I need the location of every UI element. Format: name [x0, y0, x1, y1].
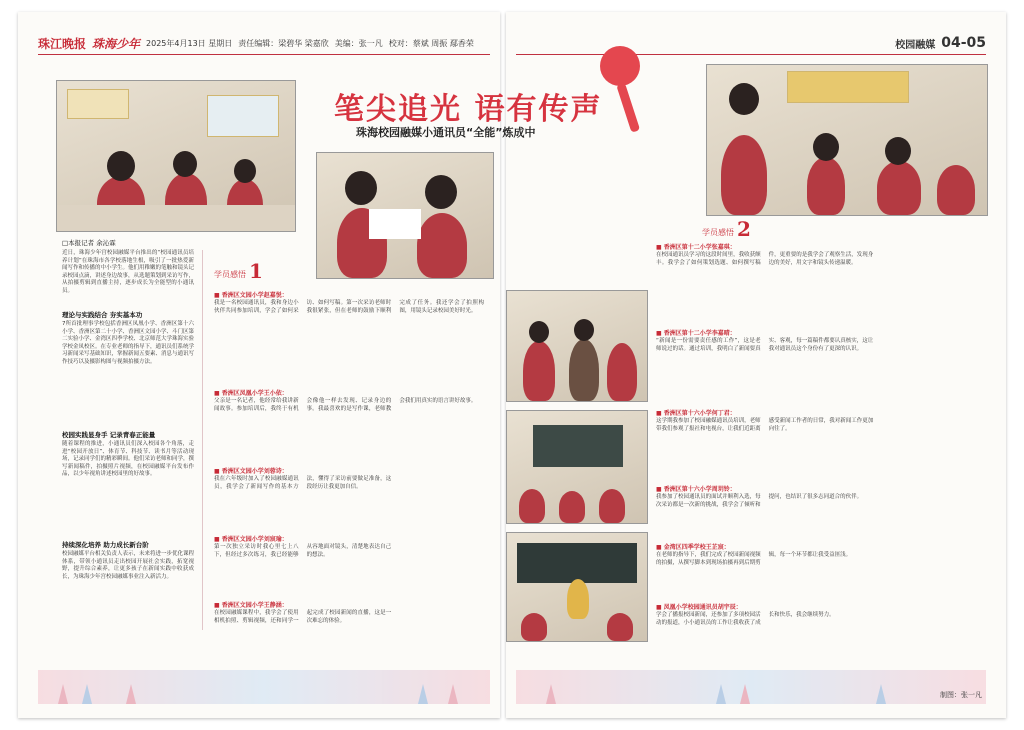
qa-school: ■ 香洲区文园小学刘蓉诗： — [214, 468, 288, 475]
student-figure — [519, 489, 545, 523]
qa-text: 我是一名校园通讯员，我和身边小伙伴共同参加培训，学会了如何采访、如何写稿。第一次采访老师时我很紧张，但在老师的鼓励下顺利完成了任务。我还学会了拍照构图，用镜头记录校园美好时光。 — [214, 300, 484, 314]
headline: 笔尖追光 语有传声 — [334, 92, 603, 127]
student-head — [234, 159, 256, 183]
student-figure — [607, 613, 633, 641]
castle-spire-icon — [546, 684, 556, 704]
blackboard — [517, 543, 637, 583]
artist-credit: 美编：张一凡 — [334, 38, 383, 48]
student-head — [345, 171, 377, 205]
student-head — [173, 151, 197, 177]
castle-spire-icon — [740, 684, 750, 704]
castle-spire-icon — [126, 684, 136, 704]
qa-school: ■ 香洲区第十六小学何丁君： — [656, 410, 736, 417]
reading-girls-photo — [316, 152, 494, 279]
subheadline: 珠海校园融媒小通讯员“全能”炼成中 — [356, 126, 536, 139]
adult-head — [574, 319, 594, 341]
section-label: 学员感悟 — [214, 270, 246, 279]
castle-spire-icon — [448, 684, 458, 704]
byline: □本报记者 余沁霖 — [62, 239, 116, 247]
subheading-future: 持续深化培养 助力成长新台阶 — [62, 541, 149, 549]
header-rule — [516, 54, 986, 55]
paragraph-practice: 随着课程的推进，小通讯员们深入校园各个角落，走进“校园开放日”、体育节、科技节、读书月等活动现场，记录同学们的精彩瞬间。他们采访老师和同学，撰写新闻稿件，拍摄照片视频，在校园融媒平台发布作品，以少年视角讲述校园里的好故事。 — [62, 441, 195, 477]
header-rule — [38, 54, 490, 55]
section-header-2 — [702, 217, 751, 241]
students-reading-photo — [706, 64, 988, 216]
classroom-photo — [56, 80, 296, 232]
wall-poster — [67, 89, 129, 119]
wall-poster — [787, 71, 909, 103]
qa-text: 我在六年级时加入了校园融媒通讯员，我学会了新闻写作的基本方法，懂得了采访前要做足准备，这段经历让我更加自信。 — [214, 476, 392, 490]
qa-text: 第一次独立采访时我心里七上八下，但经过多次练习，我已经能够从容地面对镜头，清楚地表达自己的想法。 — [214, 544, 392, 558]
page-section-label: 校园融媒 — [895, 39, 936, 51]
student-head — [885, 137, 911, 165]
issue-date: 2025年4月13日 星期日 — [146, 38, 233, 48]
student-figure — [937, 165, 975, 215]
qa-text: 在校园融媒课程中，我学会了使用相机拍照、剪辑视频，还和同学一起完成了校园新闻的直播，这是一次难忘的体验。 — [214, 610, 392, 624]
qa-school: ■ 香洲区第十二小学张嘉琪： — [656, 244, 736, 251]
newspaper-logo: 珠江晚报 — [38, 36, 87, 51]
student-figure — [807, 157, 845, 215]
student-figure — [521, 613, 547, 641]
castle-footer-decoration — [38, 670, 490, 704]
student-figure — [417, 213, 467, 278]
qa-text: 我参加了校园通讯员的面试并顺利入选，每次采访都是一次新的挑战，我学会了倾听和提问，也结识了很多志同道合的伙伴。 — [656, 494, 863, 508]
left-page-header — [38, 34, 474, 52]
paper-sheet — [369, 209, 421, 239]
proof-credit: 校对：蔡斌 周振 鄢香荣 — [388, 38, 474, 48]
section-label: 学员感悟 — [702, 228, 734, 237]
student-figure — [599, 489, 625, 523]
student-figure — [523, 341, 555, 401]
adult-figure — [569, 339, 599, 401]
student-head — [813, 133, 839, 161]
classroom-board-photo — [506, 410, 648, 524]
castle-footer-decoration — [516, 670, 986, 704]
student-figure — [559, 491, 585, 523]
student-figure — [721, 135, 767, 215]
qa-text: 在老师的指导下，我们完成了校园新闻视频的拍摄，从撰写脚本到现场拍摄再到后期剪辑，每一个环节都让我受益匪浅。 — [656, 552, 852, 566]
castle-spire-icon — [58, 684, 68, 704]
subheading-practice: 校园实践显身手 记录青春正能量 — [62, 431, 156, 439]
qa-school: ■ 香洲区第十二小学李嘉晴： — [656, 330, 736, 337]
page-number: 04-05 — [941, 35, 986, 51]
castle-spire-icon — [418, 684, 428, 704]
footer-credit: 制图：张一凡 — [940, 691, 982, 699]
lecture-photo — [506, 532, 648, 642]
student-head — [107, 151, 135, 181]
qa-school: ■ 香洲区凤凰小学王小依： — [214, 390, 288, 397]
section-logo: 珠海少年 — [92, 36, 141, 51]
student-head — [729, 83, 759, 115]
presenter-figure — [567, 579, 589, 619]
column-rule — [202, 250, 203, 630]
student-head — [529, 321, 549, 343]
student-figure — [877, 161, 921, 215]
right-page-header — [895, 34, 986, 52]
lead-paragraph: 近日，珠海少年宫校园融媒平台推出的“校园通讯员培养计划”在珠海市各学校落地生根，吸引了一批热爱新闻写作和传播的中小学生。他们用稚嫩的笔触和镜头记录校园点滴，讲述身边故事，从选题策划到采访写作，从拍摄剪辑到直播主持，逐步成长为全能型的小通讯员。 — [62, 250, 195, 294]
desk-row — [57, 205, 295, 231]
student-figure — [607, 343, 637, 401]
section-header-1 — [214, 259, 263, 283]
castle-spire-icon — [82, 684, 92, 704]
section-number: 1 — [249, 259, 263, 283]
qa-text: 这学期我参加了校园融媒通讯员培训，老师带我们参观了报社和电视台，让我们近距离感受新闻工作者的日常，我对新闻工作更加向往了。 — [656, 418, 874, 432]
qa-school: ■ 凤凰小学校园通讯员胡宇辰： — [656, 604, 742, 611]
qa-school: ■ 金湾区四季学校王芷宸： — [656, 544, 730, 551]
paragraph-theory: 7所首批理事学校包括香洲区凤凰小学、香洲区第十六小学、香洲区第二十小学、香洲区文园小学、斗门区第二实验小学、金湾区四季学校、北京师范大学珠海实验学校金凤校区。在专业老师的指导下，通讯员们系统学习新闻采写基础知识，掌握新闻五要素、消息与通讯写作技巧以及摄影构图与视频拍摄方法。 — [62, 321, 195, 365]
qa-school: ■ 香洲区文园小学王静涵： — [214, 602, 288, 609]
wall-poster — [207, 95, 279, 137]
castle-spire-icon — [716, 684, 726, 704]
qa-text: 在校园通讯员学习的这段时间里，我收获颇丰。我学会了如何策划选题、如何撰写稿件，更重要的是我学会了观察生活，发现身边的美好，用文字和镜头传递温暖。 — [656, 252, 874, 266]
paragraph-future: 校园融媒平台相关负责人表示，未来将进一步优化课程体系，带领小通讯员走出校园开展社会实践，拓宽视野，提升综合素养，让更多孩子在新闻实践中收获成长，为珠海少年宫校园融媒事业注入新活力。 — [62, 551, 195, 580]
section-number: 2 — [737, 217, 751, 241]
qa-school: ■ 香洲区文园小学赵嘉悦： — [214, 292, 288, 299]
castle-spire-icon — [876, 684, 886, 704]
qa-school: ■ 香洲区第十六小学周玥铃： — [656, 486, 736, 493]
interview-photo — [506, 290, 648, 402]
student-head — [425, 175, 457, 209]
editor-credit: 责任编辑：梁碧华 梁嘉欣 — [238, 38, 329, 48]
qa-text: 学会了播报校园新闻，还参加了多项校园活动的报道，小小通讯员的工作让我收获了成长和快乐，我会继续努力。 — [656, 612, 835, 626]
qa-school: ■ 香洲区文园小学刘宸瑜： — [214, 536, 288, 543]
blackboard — [533, 425, 623, 467]
subheading-theory: 理论与实践结合 夯实基本功 — [62, 311, 143, 319]
qa-text: 父亲是一名记者，他经常给我讲新闻故事。参加培训后，我终于有机会像他一样去发现、记录身边的事。我最喜欢的是写作课，老师教会我们用真实的语言讲好故事。 — [214, 398, 477, 412]
qa-text: “新闻是一份需要责任感的工作”，这是老师说过的话。通过培训，我明白了新闻要真实、客观，每一篇稿件都要认真核实，这让我对通讯员这个身份有了更深的认识。 — [656, 338, 874, 352]
